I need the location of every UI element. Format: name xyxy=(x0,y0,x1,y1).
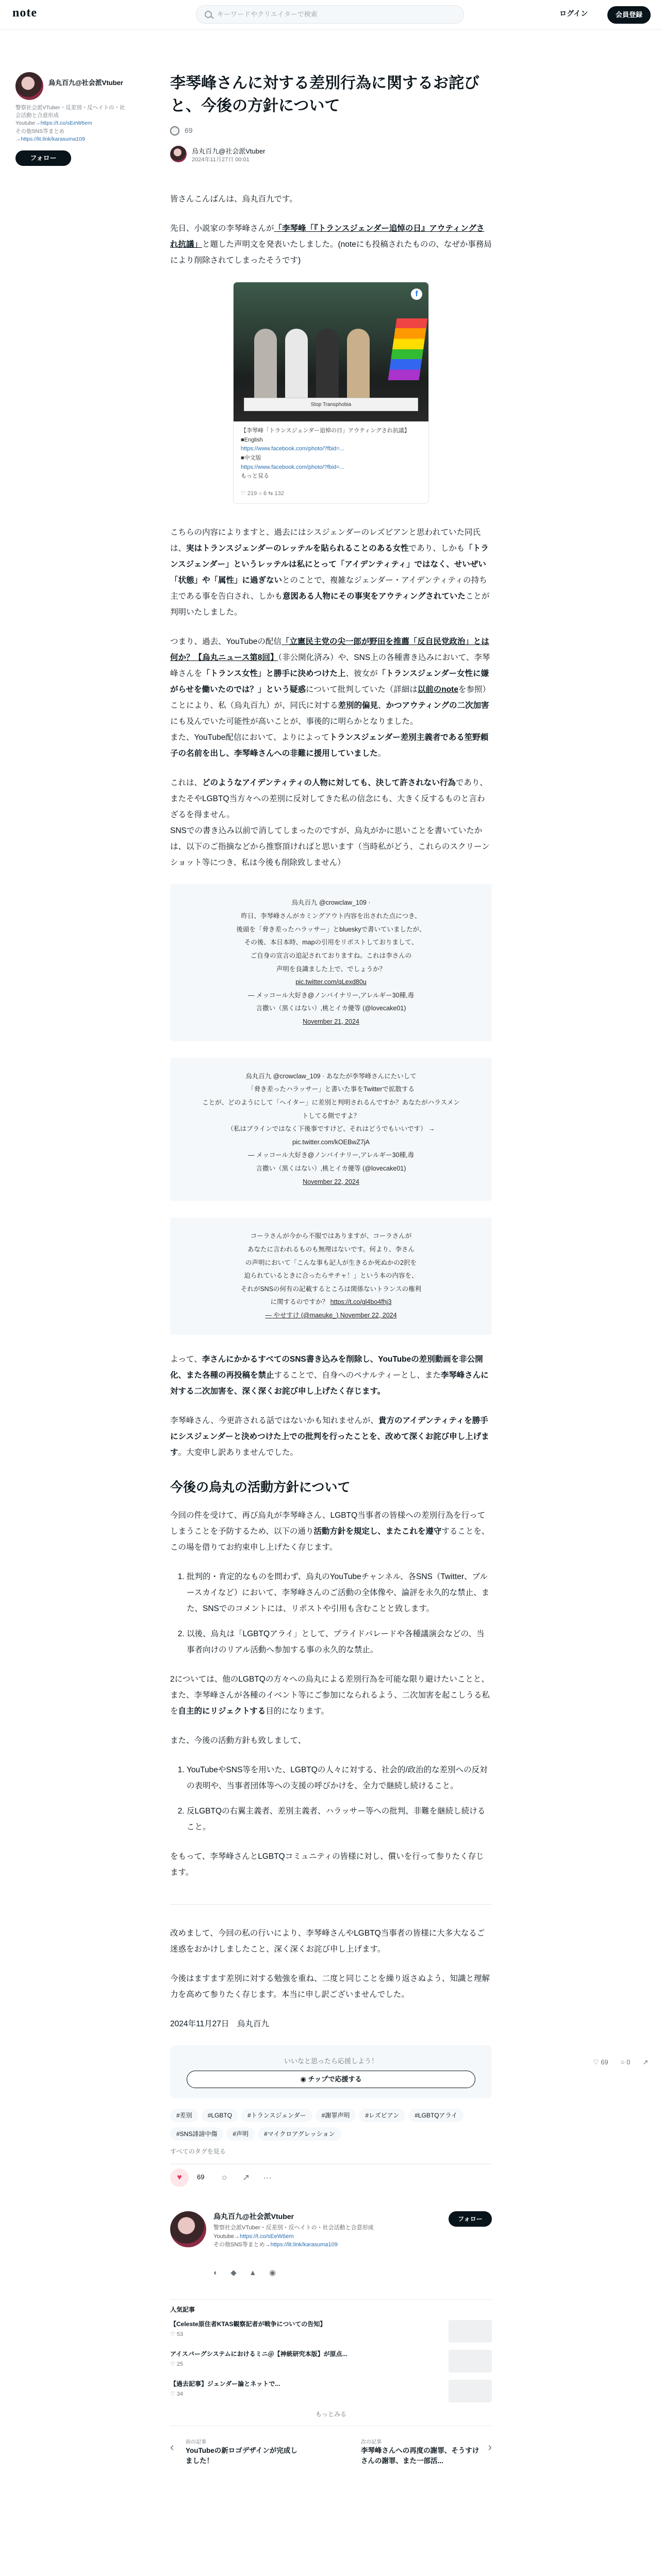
youtube-link[interactable]: 「立憲民主党の尖一郎が野田を推薦「反自民党政治」とは何か？【烏丸ニュース第8回】 xyxy=(170,637,489,663)
policy-list xyxy=(187,1569,492,1658)
paragraph: こちらの内容によりますと、過去にはシスジェンダーのレズビアンと思われていた同氏は、実はトランスジェンダーのレッテルを貼られることのある女性であり、しかも「トランスジェンダー」というレッテルは私にとって「アイデンティティ」ではなく、せいぜい「状態」や「属性」に過ぎないとのことで、複雑なジェンダー・アイデンティティの持ち主である事を告白され、しかも意図ある人物にその事実をアウティングされていたことが判明いたしました。 xyxy=(170,528,490,617)
divider xyxy=(170,1904,492,1905)
paragraph: つまり、過去、YouTubeの配信「立憲民主党の尖一郎が野田を推薦「反自民党政治」とは何か？【烏丸ニュース第8回】（非公開化済み）や、SNS上の各種書き込みにおいて、李琴峰さんを「トランス女性」と勝手に決めつけた上、彼女が「トランスジェンダー女性に嫌がらせを働いたのでは？」という疑惑について批判していた（詳細は以前のnoteを参照）ことにより、私（烏丸百九）が、同氏に対する差別的偏見、かつアウティングの二次加害にも及んでいた可能性が高いことが、事後的に明らかとなりました。 また、YouTube配信において、よりによってトランスジェンダー差別主義者である笙野頼子の名前を出し、李琴峰さんへの非難に援用していました。 xyxy=(170,637,490,758)
tag[interactable]: #LGBTQアライ xyxy=(408,2109,464,2122)
comment-icon[interactable]: ○ xyxy=(222,2173,227,2183)
embed-photo xyxy=(234,282,428,421)
author-name[interactable]: 烏丸百九@社会派Vtuber xyxy=(192,147,266,156)
float-share-icon[interactable]: ↗ xyxy=(642,2058,649,2066)
paragraph: をもって、李琴峰さんとLGBTQコミュニティの皆様に対し、償いを行って参りたく存じます。 xyxy=(170,1852,484,1877)
paragraph: 李琴峰さん、今更許される話ではないかも知れませんが、貴方のアイデンティティを勝手にシスジェンダーと決めつけた上での批判を行ったことを、改めて深くお詫び申し上げます。大変申し訳ありませんでした。 xyxy=(170,1416,489,1457)
tag[interactable]: #マイクロアグレッション xyxy=(258,2127,341,2141)
next-article-link[interactable]: 李琴峰さんへの再度の謝罪、そうすけさんの謝罪、また一部活... xyxy=(361,2447,479,2465)
tag[interactable]: #差別 xyxy=(170,2109,198,2122)
paragraph: 皆さんこんばんは、烏丸百九です。 xyxy=(170,195,297,204)
like-button[interactable]: ♥ xyxy=(170,2168,189,2187)
profile-name[interactable]: 烏丸百九@社会派Vtuber xyxy=(213,2212,294,2221)
sidebar-author-name[interactable]: 烏丸百九@社会派Vtuber xyxy=(48,79,123,87)
paragraph: これは、どのようなアイデンティティの人物に対しても、決して許されない行為であり、またそやLGBTQ当方々への差別に反対してきた私の信念にも、大きく反するものと言わざるを得ません。 SNSでの書き込み以前で消してしまったのですが、烏丸がかに思いことを書いていたかは、以下のご指摘などから推察頂ければと思います（当時私がどう、これらのスクリーンショット等につき、私は今後も削除致しません） xyxy=(170,778,490,868)
article-navigation: ‹ 前の記事 YouTubeの新ロゴデザインが完成しました！ 次の記事 李琴峰さんへの再度の謝罪、そうすけさんの謝罪、また一部活... › xyxy=(170,2426,492,2472)
popular-articles xyxy=(170,2300,492,2418)
like-count: 69 xyxy=(197,2173,205,2181)
sidebar-follow-button[interactable]: フォロー xyxy=(15,150,71,166)
list-item[interactable]: アイスバーグシステムにおけるミニ＠【神統研究本版】が原点... ♡ 25 xyxy=(170,2350,492,2371)
paragraph: また、今後の活動方針も致しまして、 xyxy=(170,1736,306,1745)
top-header xyxy=(0,0,662,30)
list-item: 2. 以後、烏丸は「LGBTQアライ」として、プライドパレードや各種議演会などの、当事者向けのリアル活動へ参加する事の永久的な禁止。 xyxy=(187,1626,492,1658)
share-icon[interactable]: ↗ xyxy=(242,2173,250,2183)
article-main xyxy=(170,72,492,2472)
paragraph: よって、李さんにかかるすべてのSNS書き込みを削除し、YouTubeの差別動画を非公開化、また各種の再投稿を禁止することで、自身へのペナルティーとし、また李琴峰さんに対する二次加害を、深く深くお詫び申し上げたく存じます。 xyxy=(170,1354,489,1396)
profile-follow-button[interactable]: フォロー xyxy=(449,2211,492,2227)
popular-heading: 人気記事 xyxy=(170,2306,195,2314)
embedded-tweet[interactable]: 烏丸百九 @crowclaw_109 · 昨日、李琴峰さんがカミングアウト内容を出された点につき、 後頭を「脅き差ったハラッサー」とblueskyで書いていましたが、 その後、本日本時、mapの引用をリポストしておりまして、 ご自身の宣言の追記されておりますね。これは李さんの 声明を良識ました上で、でしょうか？ pic.twitter.com/qLexd80u — メッコール大好き@ノンバイナリー,アレルギー30種,毒 言撒い（黒くはない）,桃とイカ優等 (@lovecake01) November 21, 2024 xyxy=(170,884,492,1041)
tag[interactable]: #トランスジェンダー xyxy=(241,2109,312,2122)
float-like-button[interactable]: ♡ 69 xyxy=(593,2058,608,2066)
sidebar-author xyxy=(15,72,129,166)
tip-button[interactable]: ◉ チップで応援する xyxy=(187,2071,475,2088)
tag[interactable]: #声明 xyxy=(226,2127,255,2141)
page-title: 李琴峰さんに対する差別行為に関するお詫びと、今後の方針について xyxy=(170,75,479,114)
activity-list xyxy=(187,1762,492,1835)
profile-social-icons[interactable]: ◐ ◆ ▲ ◉ xyxy=(213,2268,282,2278)
float-comment-button[interactable]: ○ 0 xyxy=(620,2058,631,2066)
list-item: 1. 批判的・肯定的なものを問わず、烏丸のYouTubeチャンネル、各SNS（Twitter、ブルースカイなど）において、李琴峰さんのご活動の全体像や、論評を永久的な禁止、また、SNSでのコメントには、リポストや引用も含むことと致します。 xyxy=(187,1569,492,1617)
tag[interactable]: #レズビアン xyxy=(359,2109,405,2122)
facebook-icon: f xyxy=(411,289,422,300)
embedded-tweet[interactable]: 烏丸百九 @crowclaw_109 · あなたが李琴峰さんにたいして 「脅き差ったハラッサー」と書いた事をTwitterで拡散する ことが、どのようにして「ヘイター」に差別と判明されるんですか？あなたがハラスメントしてる側ですよ？ （私はブラインではなく下後事ですけど、それはどうでもいいです） → pic.twitter.com/kOEBwZ7jA — メッコール大好き@ノンバイナリー,アレルギー30種,毒 言撒い（黒くはない）,桃とイカ優等 (@lovecake01) November 22, 2024 xyxy=(170,1058,492,1201)
author-row xyxy=(170,145,492,167)
paragraph: 今後はますます差別に対する勉強を重ね、二度と同じことを繰り返さぬよう、知識と理解力を高めて参りたく存じます。本当に申し訳ございませんでした。 xyxy=(170,1974,490,1999)
previous-note-link[interactable]: 以前のnote xyxy=(417,685,458,694)
statement-link[interactable]: 「李琴峰「『トランスジェンダー追悼の日』アウティングされ抗議」 xyxy=(170,224,485,249)
all-tags-link[interactable]: すべてのタグを見る xyxy=(170,2148,226,2156)
prev-article-link[interactable]: YouTubeの新ロゴデザインが完成しました！ xyxy=(186,2447,297,2465)
action-bar xyxy=(170,2164,492,2184)
see-more-link[interactable]: もっとみる xyxy=(315,2411,346,2418)
floating-actions xyxy=(593,2058,654,2066)
paragraph: 先日、小説家の李琴峰さんが「李琴峰「『トランスジェンダー追悼の日』アウティングされ抗議」と題した声明文を発表いたしました。(noteにも投稿されたものの、なぜか事務局により削除されてしまったそうです) xyxy=(170,224,492,265)
list-item[interactable]: 【Celeste原住者KTAS観察記者が戦争についての告知】 ♡ 53 xyxy=(170,2320,492,2342)
paragraph: 今回の件を受けて、再び烏丸が李琴峰さん、LGBTQ当事者の皆様への差別行為を行ってしまうことを予防するため、以下の通り活動方針を規定し、またこれを遵守することを、この場を借りてお約束申し上げたく存じます。 xyxy=(170,1511,490,1552)
paragraph: 改めまして、今回の私の行いにより、李琴峰さんやLGBTQ当事者の皆様に大多大なるご迷惑をおかけしましたこと、深く深くお詫び申し上げます。 xyxy=(170,1929,485,1954)
profile-bio: 警察社会派VTuber・反差別・反ヘイトの・社会活動と合意形成Youtube→https://t.co/sEeW6em その他SNS等まとめ→https://lit.link/karasuma109 xyxy=(213,2225,374,2248)
list-item: 1. YouTubeやSNS等を用いた、LGBTQの人々に対する、社会的/政治的な差別への反対の表明や、当事者団体等への支援の呼びかけを、全力で継続し続けること。 xyxy=(187,1762,492,1794)
avatar[interactable] xyxy=(15,72,43,100)
embed-stats: ♡ 219 ○ 6 ⇆ 132 xyxy=(241,490,284,497)
list-item[interactable]: 【過去記事】ジェンダー論とネットで... ♡ 34 xyxy=(170,2380,492,2401)
embed-text: 【李琴峰「トランスジェンダー追悼の日」アウティングされ抗議】 ■English https://www.facebook.com/photo/?fbid=... ■中文版 https://www.facebook.com/photo/?fbid=... もっと見る xyxy=(234,421,428,486)
thumbnail xyxy=(449,2380,492,2402)
facebook-embed[interactable] xyxy=(233,282,429,504)
sidebar-bio: 警察社会派VTuber・反差別・反ヘイトの・社会活動と合意形成Youtube→https://t.co/sEeW6em その他SNS等まとめ→https://lit.link/karasuma109 xyxy=(15,105,125,142)
embed-more-link[interactable]: もっと見る xyxy=(241,473,269,480)
publish-date: 2024年11月27日 00:01 xyxy=(192,157,250,163)
like-count: ♡ 69 xyxy=(170,126,492,135)
chevron-right-icon[interactable]: › xyxy=(488,2441,492,2454)
note-logo[interactable]: note xyxy=(12,6,37,20)
thumbnail xyxy=(449,2350,492,2372)
embedded-tweet[interactable]: コーラさんが今から不服ではありますが、コーラさんが あなたに言われるものも無理はないです。何より、李さん の声明において「こんな事も記人が生きるか死ぬかの2択を 迫られているときに合ったらサチャ！」という本の内容を、 それがSNSの何有の記載するところは関係ないトランスの権利 に関するのですか？ https://t.co/gl4bo4fhj3 — やせすけ (@maeuke_) November 22, 2024 xyxy=(170,1217,492,1334)
chevron-left-icon[interactable]: ‹ xyxy=(170,2441,174,2454)
register-button[interactable]: 会員登録 xyxy=(607,6,651,24)
tag[interactable]: #SNS誹謗中傷 xyxy=(170,2127,223,2141)
list-item: 2. 反LGBTQの右翼主義者、差別主義者、ハラッサー等への批判、非難を継続し続けること。 xyxy=(187,1803,492,1835)
tag-list xyxy=(170,2109,492,2146)
signature: 2024年11月27日 烏丸百九 xyxy=(170,2020,269,2029)
paragraph: 2については、他のLGBTQの方々への烏丸による差別行為を可能な限り避けたいことと、また、李琴峰さんが各種のイベント等にご参加になられるよう、二次加害を起こしうる私を自主的にリジェクトする目的になります。 xyxy=(170,1675,490,1716)
embed-banner: Stop Transphobia xyxy=(244,398,418,411)
thumbnail xyxy=(449,2320,492,2343)
author-avatar[interactable] xyxy=(170,146,187,162)
author-profile-card xyxy=(170,2211,492,2300)
login-link[interactable]: ログイン xyxy=(559,9,588,18)
profile-avatar[interactable] xyxy=(170,2211,206,2247)
search-input[interactable]: キーワードやクリエイターで検索 xyxy=(196,5,464,24)
heart-icon[interactable]: ♡ xyxy=(170,126,179,135)
search-icon xyxy=(205,11,212,18)
more-icon[interactable]: ··· xyxy=(263,2173,272,2183)
tag[interactable]: #LGBTQ xyxy=(202,2109,238,2122)
section-heading: 今後の烏丸の活動方針について xyxy=(170,1480,351,1495)
support-box: いいなと思ったら応援しよう！ ◉ チップで応援する xyxy=(170,2045,492,2098)
tag[interactable]: #謝罪声明 xyxy=(316,2109,356,2122)
rainbow-flag-image xyxy=(388,318,428,380)
